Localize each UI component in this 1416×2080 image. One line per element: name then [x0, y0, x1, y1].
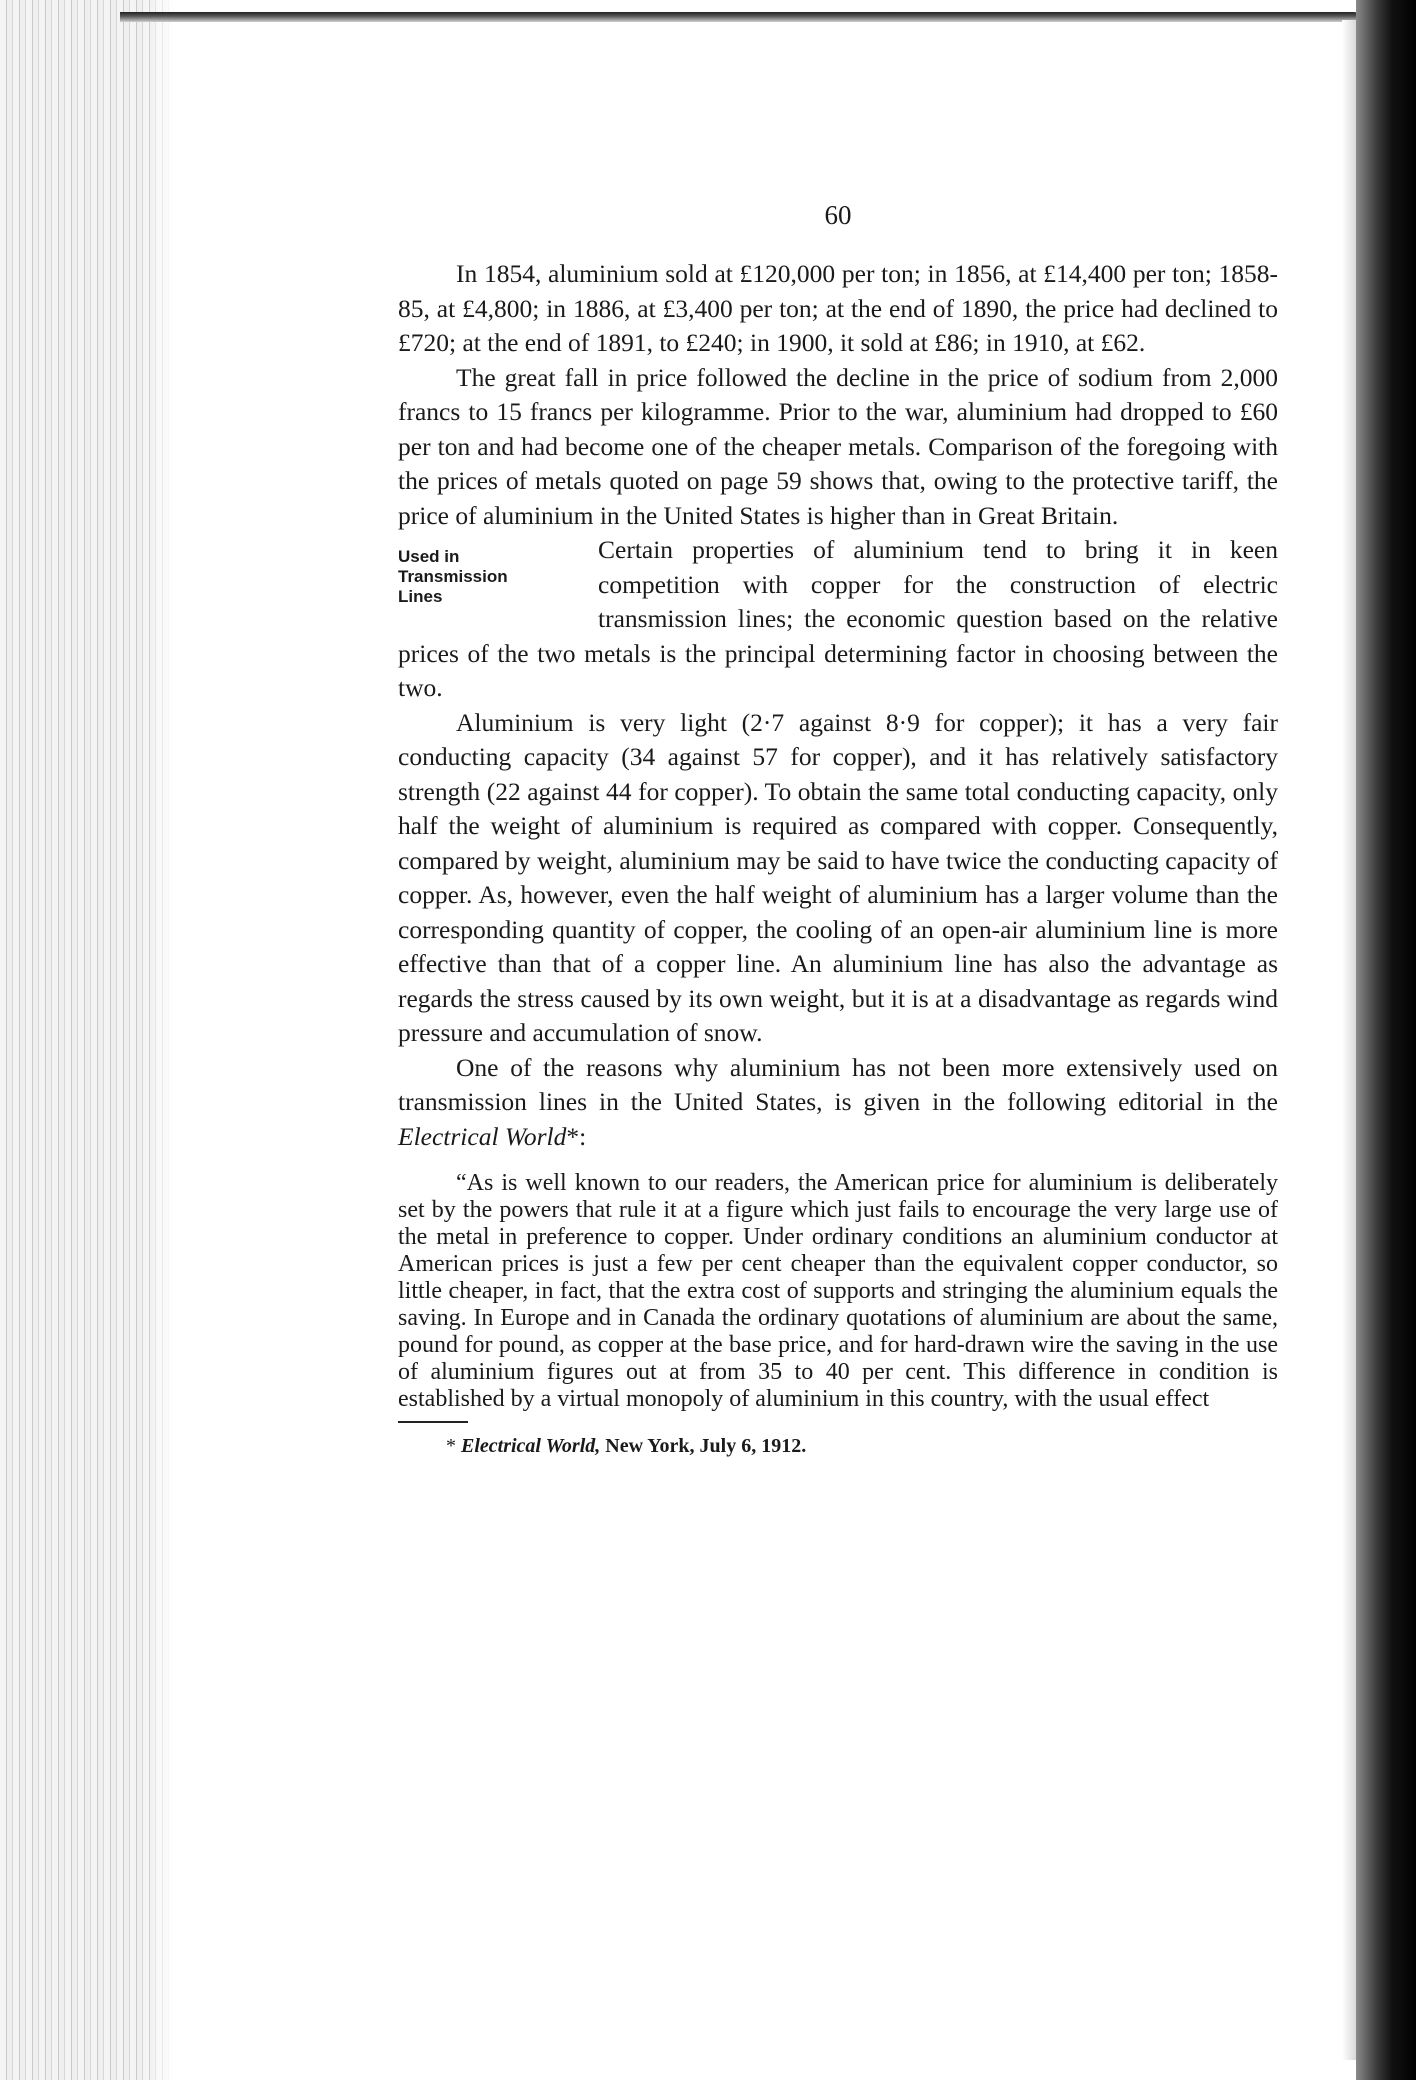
sidenote-line-2: Transmission	[398, 567, 508, 586]
paragraph-price-history: In 1854, aluminium sold at £120,000 per ton; in 1856, at £14,400 per ton; 1858-85, at £4,800; in 1886, at £3,400 per ton; at the end of 1890, the price had declined to £720; at the end of 1891, to £240; in 1900, it sold at £86; in 1910, at £62.	[398, 259, 1278, 357]
paragraph-editorial-intro	[398, 1051, 1278, 1155]
page-edge-right-highlight	[1342, 20, 1356, 2060]
editorial-intro-end: *:	[566, 1121, 587, 1151]
sidenote-section	[398, 533, 1278, 706]
editorial-intro-text: One of the reasons why aluminium has not been more extensively used on transmission lines in the United States, is given in the following editorial in the	[398, 1052, 1278, 1116]
sidenote-line-3: Lines	[398, 587, 443, 606]
footnote-journal: Electrical World,	[461, 1435, 601, 1457]
page-number: 60	[824, 200, 852, 230]
page-top-edge	[120, 12, 1360, 22]
paragraph-transmission-lines: Certain properties of aluminium tend to bring it in keen competition with copper for the construction of electric transmission lines; the economic question based on the relative prices of the two metals is the principal determining factor in choosing between the two.	[398, 535, 1278, 702]
sidenote-line-1: Used in	[398, 547, 460, 566]
page-edges-left	[0, 0, 175, 2080]
paragraph-properties: Aluminium is very light (2·7 against 8·9 for copper); it has a very fair conducting capacity (34 against 57 for copper), and it has relatively satisfactory strength (22 against 44 for copper). To obtain the same total conducting capacity, only half the weight of aluminium is required as compared with copper. Consequently, compared by weight, aluminium may be said to have twice the conducting capacity of copper. As, however, even the half weight of aluminium has a larger volume than the corresponding quantity of copper, the cooling of an open-air aluminium line is more effective than that of a copper line. An aluminium line has also the advantage as regards the stress caused by its own weight, but it is at a disadvantage as regards wind pressure and accumulation of snow.	[398, 707, 1278, 1047]
editorial-quote: “As is well known to our readers, the American price for aluminium is deliberately set by the powers that rule it at a figure which just fails to encourage the very large use of the metal in preference to copper. Under ordinary conditions an aluminium conductor at American prices is just a few per cent cheaper than the equivalent copper conductor, so little cheaper, in fact, that the extra cost of supports and stringing the aluminium equals the saving. In Europe and in Canada the ordinary quotations of aluminium are about the same, pound for pound, as copper at the base price, and for hard-drawn wire the saving in the use of aluminium figures out at from 35 to 40 per cent. This difference in condition is established by a virtual monopoly of aluminium in this country, with the usual effect	[398, 1170, 1278, 1412]
paragraph-price-fall: The great fall in price followed the decline in the price of sodium from 2,000 francs to 15 francs per kilogramme. Prior to the war, aluminium had dropped to £60 per ton and had become one of the cheaper metals. Comparison of the foregoing with the prices of metals quoted on page 59 shows that, owing to the protective tariff, the price of aluminium in the United States is higher than in Great Britain.	[398, 362, 1278, 530]
page-gutter-right	[1356, 0, 1416, 2080]
footnote	[398, 1433, 1278, 1459]
footnote-details: New York, July 6, 1912.	[600, 1435, 807, 1457]
sidenote-heading	[398, 547, 548, 607]
journal-title: Electrical World	[398, 1121, 567, 1151]
footnote-rule	[398, 1421, 468, 1423]
text-block	[398, 200, 1278, 1459]
footnote-marker: *	[446, 1435, 461, 1457]
